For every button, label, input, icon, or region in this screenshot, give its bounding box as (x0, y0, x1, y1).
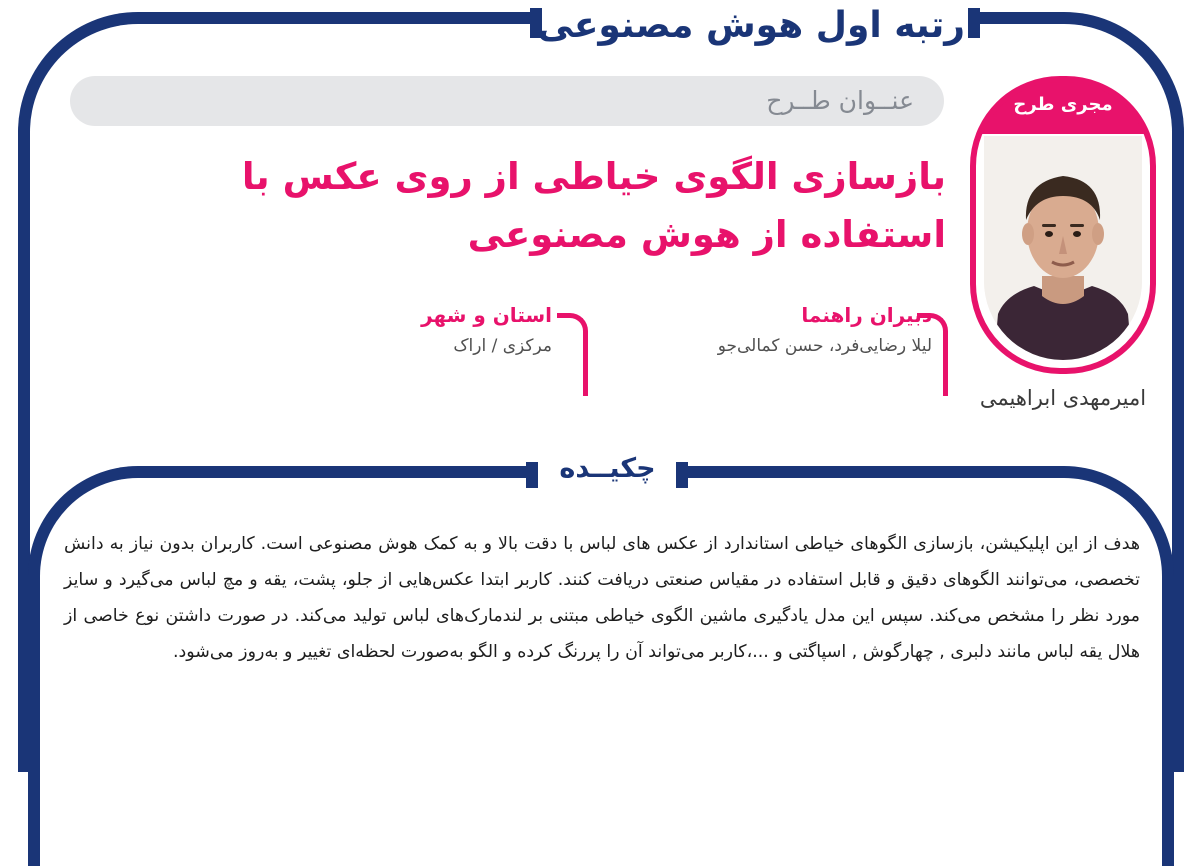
executor-card (970, 76, 1156, 374)
abstract-heading: چکیــده (559, 453, 656, 484)
frame-tick-right (968, 8, 980, 38)
executor-label: مجری طرح (1013, 94, 1113, 115)
location-block (421, 300, 552, 362)
executor-name: امیرمهدی ابراهیمی (979, 386, 1147, 410)
abstract-text: هدف از این اپلیکیشن، بازسازی الگوهای خیاطی استاندارد از عکس های لباس با دقت بالا و به کمک هوش مصنوعی است. کاربران بدون نیاز به دانش تخصصی، می‌توانند الگوهای دقیق و قابل استفاده در مقیاس صنعتی دریافت کنند. کاربر ابتدا عکس‌هایی از جلو، پشت، یقه و مچ لباس می‌گیرد و سایز مورد نظر را مشخص می‌کند. سپس این مدل یادگیری ماشین الگوی خیاطی مبتنی بر لندمارک‌های لباس تولید می‌کند. در صورت داشتن نوع خاصی از هلال یقه لباس مانند دلبری , چهارگوش , اسپاگتی و ...،کاربر می‌تواند آن را پررنگ کرده و الگو به‌صورت لحظه‌ای تغییر و به‌روز می‌شود. (64, 534, 1140, 662)
executor-photo (984, 136, 1142, 360)
advisors-label: دبیران راهنما (801, 303, 932, 327)
advisors-block (718, 300, 932, 362)
location-label: استان و شهر (421, 303, 552, 327)
advisors-names: لیلا رضایی‌فرد، حسن کمالی‌جو (717, 336, 932, 356)
abstract-tick-left (526, 462, 538, 488)
location-value: مرکزی / اراک (453, 336, 552, 356)
page-heading: رتبه اول هوش مصنوعی (537, 5, 965, 46)
location-bracket (557, 313, 588, 396)
person-portrait-icon (984, 136, 1142, 360)
project-title-label: عنــوان طــرح (766, 86, 914, 115)
project-title: بازسازی الگوی خیاطی از روی عکس با استفاده از هوش مصنوعی (241, 155, 946, 256)
abstract-tick-right (676, 462, 688, 488)
project-title-bar (70, 76, 944, 126)
